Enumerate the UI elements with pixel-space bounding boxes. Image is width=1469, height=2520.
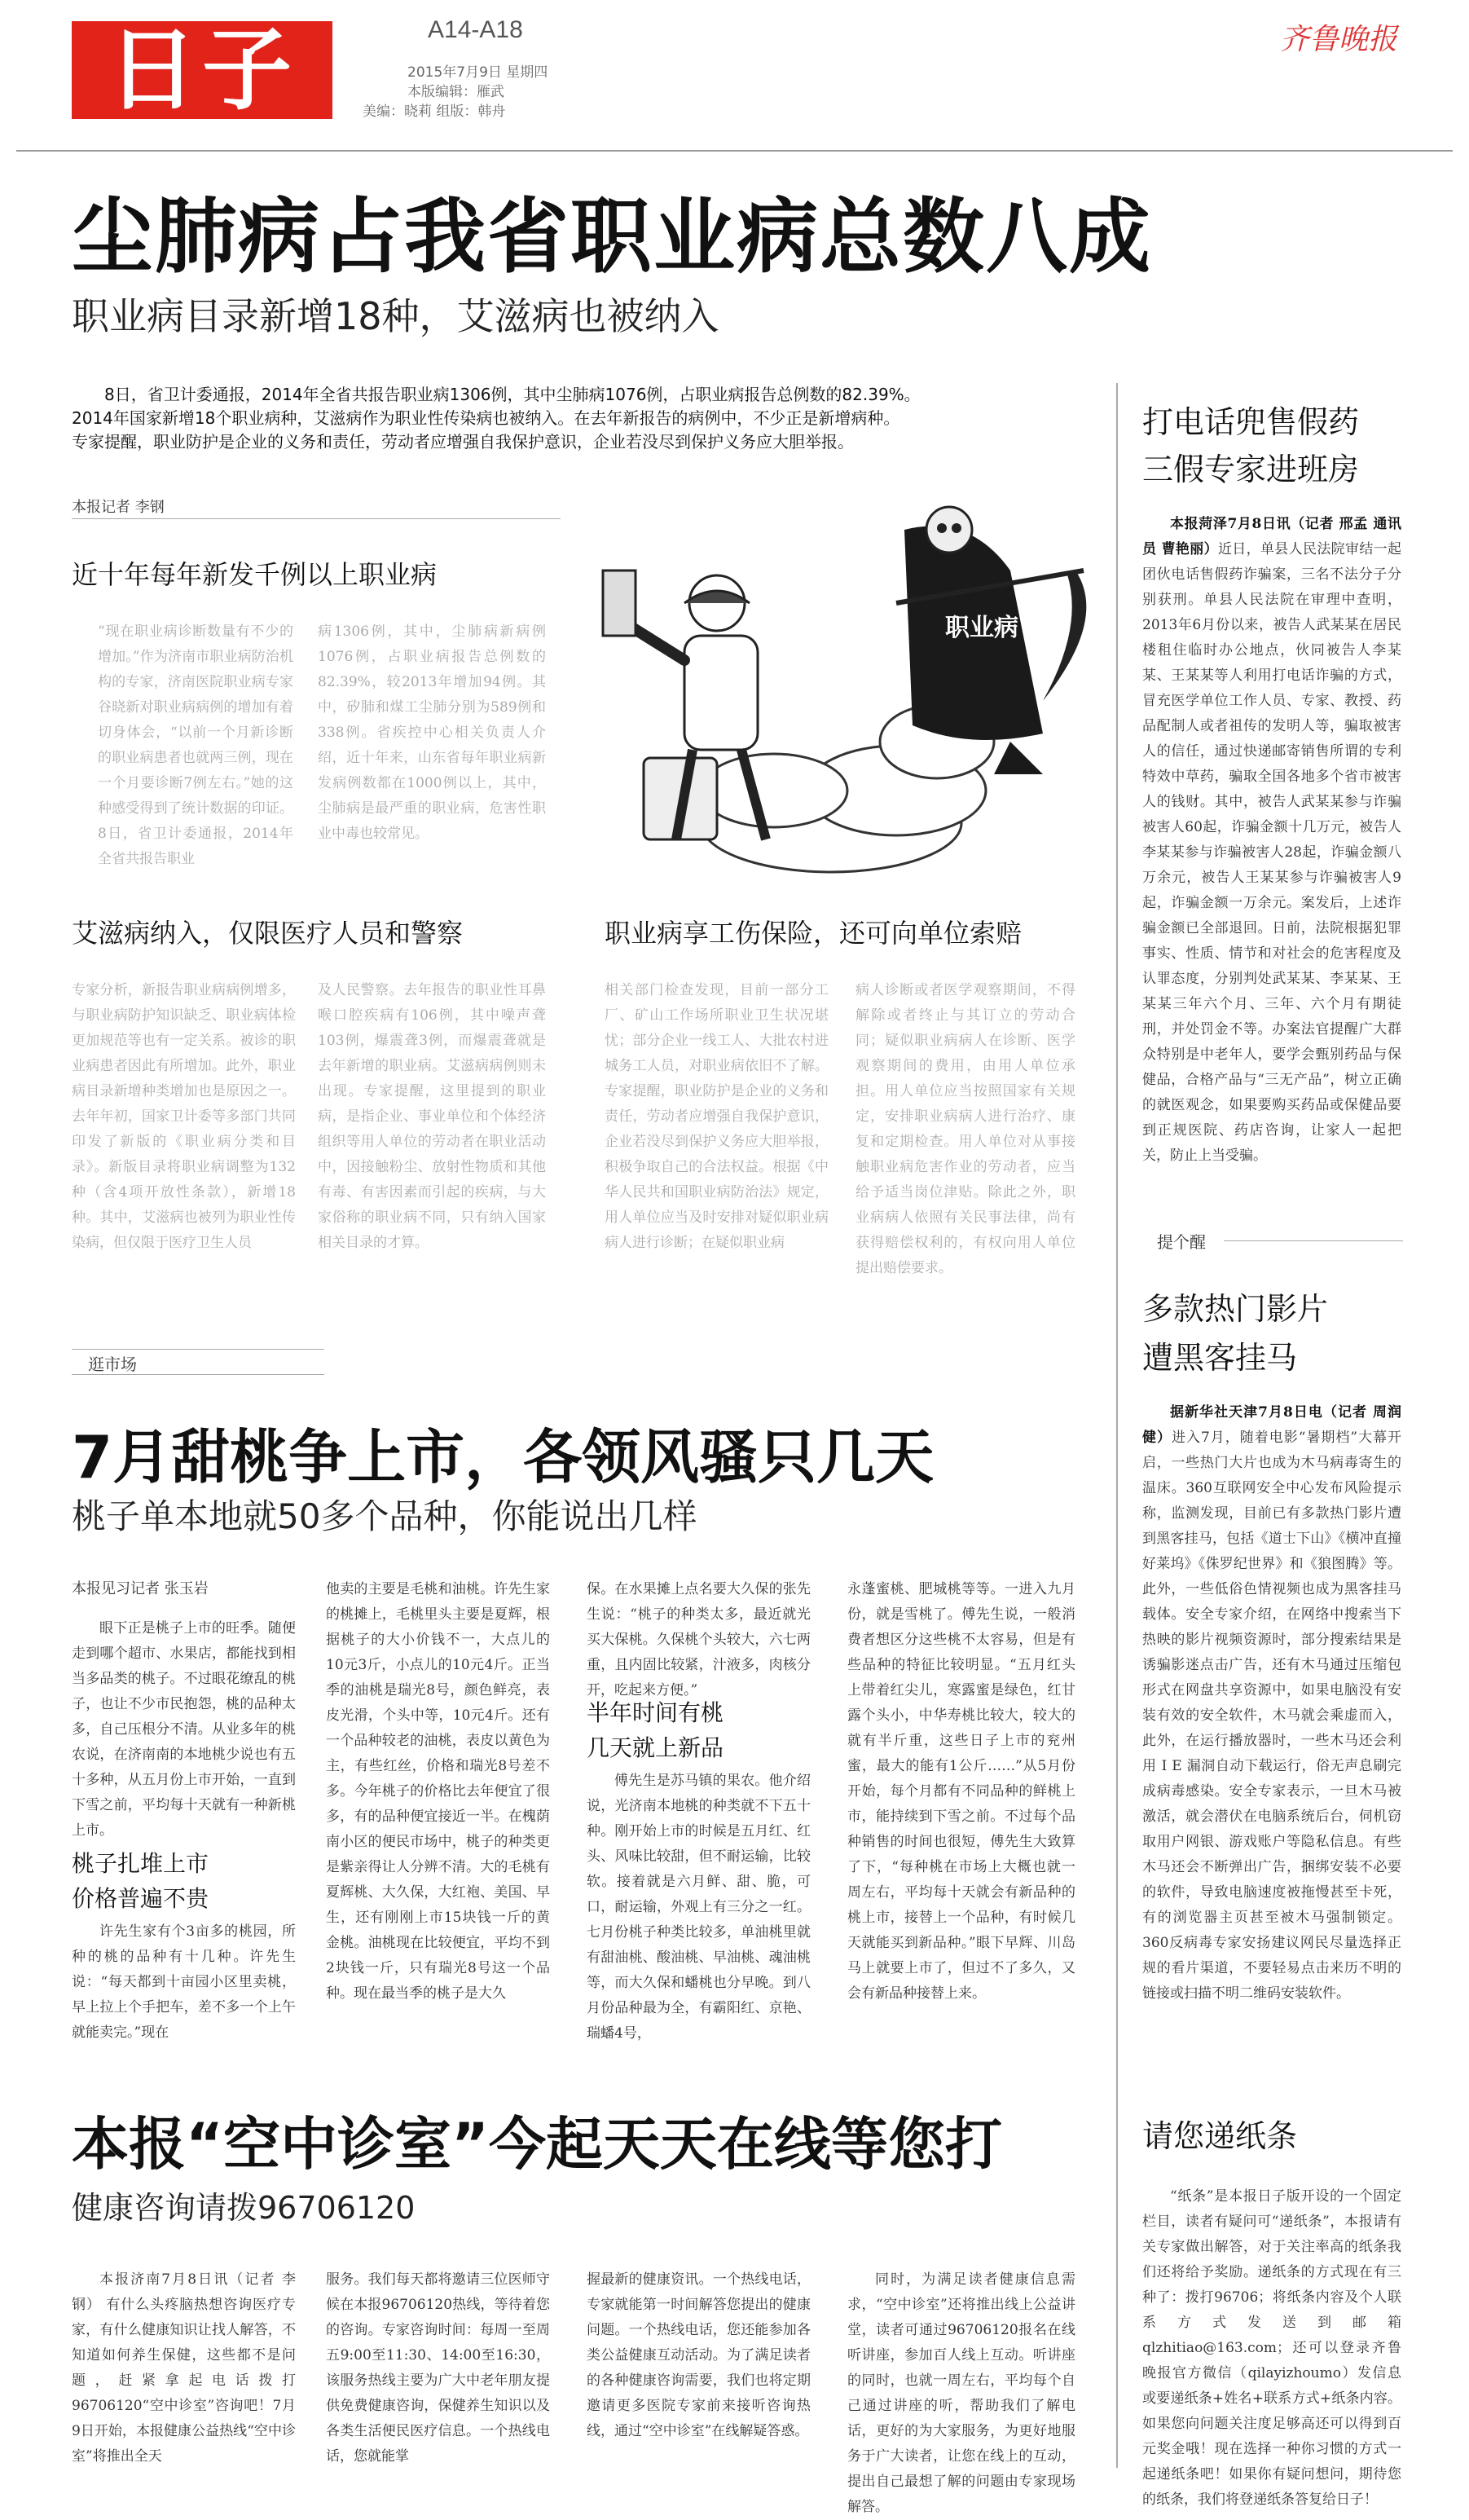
main-headline: 尘肺病占我省职业病总数八成 — [72, 189, 1152, 284]
market-tag: 逛市场 — [88, 1355, 137, 1374]
section1-col2: 病1306例，其中，尘肺病新病例1076例，占职业病报告总例数的82.39%，较2013年增加94例。其中，矽肺和煤工尘肺分别为589例和338例。省疾控中心相关负责人介绍，近十年来，山东省每年职业病新发病例数都在1000例以上，其中，尘肺病是最严重的职业病，危害性职业中毒也较常见。 — [318, 623, 546, 842]
section1-title: 近十年每年新发千例以上职业病 — [72, 559, 438, 590]
peach-headline: 7月甜桃争上市，各领风骚只几天 — [72, 1423, 935, 1491]
peach-col2: 他卖的主要是毛桃和油桃。许先生家的桃摊上，毛桃里头主要是夏辉，根据桃子的大小价钱不一，大点儿的10元3斤，小点儿的10元4斤。正当季的油桃是瑞光8号，颜色鲜亮，表皮光滑，个头中等，10元4斤。还有一个品种较老的油桃，表皮以黄色为主，有些红丝，价格和瑞光8号差不多。今年桃子的价格比去年便宜了很多，有的品种便宜接近一半。在槐荫南小区的便民市场中，桃子的种类更是紫亲得让人分辨不清。大的毛桃有夏辉桃、大久保，大红袍、美国、早生，还有刚刚上市15块钱一斤的黄金桃。油桃现在比较便宜，平均不到2块钱一斤，只有瑞光8号这一个品种。现在最当季的桃子是大久 — [326, 1581, 550, 2002]
section1-col1: “现在职业病诊断数量有不少的增加。”作为济南市职业病防治机构的专家，济南医院职业病专家谷晓新对职业病病例的增加有着切身体会，“以前一个月新诊断的职业病患者也就两三例，现在一个月要诊断7例左右。”她的这种感受得到了统计数据的印证。8日，省卫计委通报，2014年全省共报告职业 — [98, 623, 293, 867]
section2-col2: 及人民警察。去年报告的职业性耳鼻喉口腔疾病有106例，其中噪声聋103例，爆震聋3例，而爆震聋就是去年新增的职业病。艾滋病病例则未出现。专家提醒，这里提到的职业病，是指企业、事业单位和个体经济组织等用人单位的劳动者在职业活动中，因接触粉尘、放射性物质和其他有毒、有害因素而引起的疾病，与大家俗称的职业病不同，只有纳入国家相关目录的才算。 — [318, 982, 546, 1251]
fraud-text: 近日，单县人民法院审结一起团伙电话售假药诈骗案，三名不法分子分别获刑。单县人民法院在审理中查明，2013年6月份以来，被告人武某某在居民楼租住临时办公地点，伙同被告人李某某、王某某等人利用打电话诈骗的方式，冒充医学单位工作人员、专家、教授、药品配制人或者祖传的发明人等，骗取被害人的信任，通过快递邮寄销售所谓的专利特效中草药，骗取全国各地多个省市被害人的钱财。其中，被告人武某某参与诈骗被害人60起，诈骗金额十几万元，被告人李某某参与诈骗被害人28起，诈骗金额八万余元，被告人王某某参与诈骗被害人9起，诈骗金额一万余元。案发后，上述诈骗金额已全部退回。日前，法院根据犯罪事实、性质、情节和对社会的危害程度及认罪态度，分别判处武某某、李某某、王某某三年六个月、三年、六个月有期徒刑，并处罚金不等。办案法官提醒广大群众特别是中老年人，要学会甄别药品与保健品，合格产品与“三无产品”，树立正确的就医观念，如果要购买药品或保健品要到正规医院、药店咨询，让家人一起把关，防止上当受骗。 — [1142, 541, 1402, 1164]
peach-col1: 眼下正是桃子上市的旺季。随便走到哪个超市、水果店，都能找到相当多品类的桃子。不过眼花缭乱的桃子，也让不少市民抱怨，桃的品种太多，自己压根分不清。从业多年的桃农说，在济南南的本地桃少说也有五十多种，从五月份上市开始，一直到下雪之前，平均每十天就有一种新桃上市。 — [72, 1620, 296, 1839]
section-logo: 日子 — [72, 21, 332, 119]
section2-title: 艾滋病纳入，仅限医疗人员和警察 — [72, 918, 464, 949]
peach-col3: 保。在水果摊上点名要大久保的张先生说：“桃子的种类太多，最近就光买大保桃。久保桃个头较大，六七两重，且内固比较紧，汁液多，肉核分开，吃起来方便。” — [587, 1581, 811, 1698]
fraud-headline-line1: 打电话兜售假药 — [1142, 404, 1360, 440]
clinic-headline: 本报“空中诊室”今起天天在线等您打 — [72, 2111, 1003, 2178]
peach-col1-subhead-line1: 桃子扎堆上市 — [72, 1850, 209, 1877]
reminder-headline-line1: 多款热门影片 — [1142, 1291, 1329, 1327]
reminder-tag-rule — [1224, 1240, 1403, 1241]
peach-byline: 本报见习记者 张玉岩 — [72, 1580, 209, 1597]
paper-name-logo: 齐鲁晚报 — [1279, 23, 1397, 56]
clinic-col2: 服务。我们每天都将邀请三位医师守候在本报96706120热线，等待着您的咨询。专家咨询时间：每周一至周五9:00至11:30、14:00至16:30，该服务热线主要为广大中老年朋友提供免费健康咨询，保健养生知识以及各类生活便民医疗信息。一个热线电话，您就能掌 — [326, 2271, 550, 2465]
fraud-body — [1142, 512, 1401, 1229]
occupational-disease-illustration — [587, 481, 1100, 905]
main-byline: 本报记者 李钢 — [72, 499, 165, 516]
page-range: A14-A18 — [428, 16, 523, 43]
main-lead — [72, 383, 1090, 454]
main-subheadline: 职业病目录新增18种，艾滋病也被纳入 — [72, 294, 719, 338]
peach-col1b: 许先生家有个3亩多的桃园，所种的桃的品种有十几种。许先生说：“每天都到十亩园小区里卖桃，早上拉上个手把车，差不多一个上午就能卖完。”现在 — [72, 1923, 296, 2041]
designer-credit: 美编：晓莉 组版：韩舟 — [363, 104, 506, 120]
issue-date: 2015年7月9日 星期四 — [407, 64, 548, 81]
section3-col1: 相关部门检查发现，目前一部分工厂、矿山工作场所职业卫生状况堪忧；部分企业一线工人、大批农村进城务工人员，对职业病依旧不了解。专家提醒，职业防护是企业的义务和责任，劳动者应增强自我保护意识，企业若没尽到保护义务应大胆举报，积极争取自己的合法权益。根据《中华人民共和国职业病防治法》规定，用人单位应当及时安排对疑似职业病病人进行诊断；在疑似职业病 — [605, 982, 829, 1251]
editor-credit: 本版编辑：雁武 — [407, 84, 504, 100]
market-tag-rule-top — [72, 1349, 324, 1350]
market-tag-rule-bottom — [72, 1374, 324, 1375]
lead-line-1: 8日，省卫计委通报，2014年全省共报告职业病1306例，其中尘肺病1076例，占职业病报告总例数的82.39%。 — [104, 385, 921, 404]
peach-col3-subhead-line1: 半年时间有桃 — [587, 1699, 724, 1726]
reminder-tag: 提个醒 — [1157, 1232, 1206, 1252]
peach-col4: 永蓬蜜桃、肥城桃等等。一进入九月份，就是雪桃了。傅先生说，一般消费者想区分这些桃不太容易，但是有些品种的特征比较明显。“五月红头上带着红尖儿，寒露蜜是绿色，红甘露个头小，中华寿桃比较大，较大的就有半斤重，这些日子上市的兖州蜜，最大的能有1公斤……”从5月份开始，每个月都有不同品种的鲜桃上市，能持续到下雪之前。不过每个品种销售的时间也很短，傅先生大致算了下，“每种桃在市场上大概也就一周左右，平均每十天就会有新品种的桃上市，接替上一个品种，有时候几天就能买到新品种。”眼下早辉、川岛马上就要上市了，但过不了多久，又会有新品种接替上来。 — [847, 1581, 1075, 2002]
reminder-headline-line2: 遭黑客挂马 — [1142, 1340, 1298, 1376]
lead-line-3: 专家提醒，职业防护是企业的义务和责任，劳动者应增强自我保护意识，企业若没尽到保护义务应大胆举报。 — [72, 432, 854, 452]
reminder-byline: 据新华社天津7月8日电（记者 周润健） — [1142, 1404, 1401, 1446]
clinic-col4: 同时，为满足读者健康信息需求，“空中诊室”还将推出线上公益讲堂，读者可通过96706120报名在线听讲座，参加百人线上互动。听讲座的同时，也就一周左右，平均每个自己通过讲座的听，帮助我们了解电话，更好的为大家服务，为更好地服务于广大读者，让您在线上的互动，提出自己最想了解的问题由专家现场解答。 — [847, 2271, 1075, 2515]
section2-col1: 专家分析，新报告职业病病例增多，与职业病防护知识缺乏、职业病体检更加规范等也有一定关系。被诊的职业病患者因此有所增加。此外，职业病目录新增种类增加也是原因之一。去年年初，国家卫计委等多部门共同印发了新版的《职业病分类和目录》。新版目录将职业病调整为132种（含4项开放性条款），新增18种。其中，艾滋病也被列为职业性传染病，但仅限于医疗卫生人员 — [72, 982, 296, 1251]
clinic-col3: 握最新的健康资讯。一个热线电话，专家就能第一时间解答您提出的健康问题。一个热线电话，您还能参加各类公益健康互动活动。为了满足读者的各种健康咨询需要，我们也将定期邀请更多医院专家前来接听咨询热线，通过“空中诊室”在线解疑答惑。 — [587, 2271, 811, 2439]
peach-col3-subhead-line2: 几天就上新品 — [587, 1734, 724, 1761]
reminder-text: 进入7月，随着电影“暑期档”大幕开启，一些热门大片也成为木马病毒寄生的温床。360互联网安全中心发布风险提示称，监测发现，目前已有多款热门影片遭到黑客挂马，包括《道士下山》《横冲直撞好莱坞》《侏罗纪世界》和《狼图腾》等。此外，一些低俗色情视频也成为黑客挂马载体。安全专家介绍，在网络中搜索当下热映的影片视频资源时，部分搜索结果是诱骗影迷点击广告，还有木马通过压缩包形式在网盘共享资源中，如果电脑没有安装有效的安全软件，木马就会乘虚而入，此外，在运行播放器时，一些木马还会利用 I E 漏洞自动下载运行，俗无声息刷完成病毒感染。安全专家表示，一旦木马被激活，就会潜伏在电脑系统后台，伺机窃取用户网银、游戏账户等隐私信息。有些木马还会不断弹出广告，捆绑安装不必要的软件，导致电脑速度被拖慢甚至卡死，有的浏览器主页甚至被木马强制锁定。360反病毒专家安扬建议网民尽量选择正规的看片渠道，不要轻易点击来历不明的链接或扫描不明二维码安装软件。 — [1142, 1430, 1402, 2002]
column-divider-lower — [1116, 1229, 1118, 2468]
peach-col3b: 傅先生是苏马镇的果农。他介绍说，光济南本地桃的种类就不下五十种。刚开始上市的时候是五月红、红头、风味比较甜，但不耐运输，比较软。接着就是六月鲜、甜、脆，可口，耐运输，外观上有三分之一红。七月份桃子种类比较多，单油桃里就有甜油桃、酸油桃、早油桃、魂油桃等，而大久保和蟠桃也分早晚。到八月份品种最为全，有霸阳红、京艳、瑞蟠4号， — [587, 1773, 811, 2042]
notes-headline: 请您递纸条 — [1142, 2118, 1298, 2154]
fraud-headline-line2: 三假专家进班房 — [1142, 452, 1360, 487]
byline-divider — [72, 518, 561, 519]
notes-body: “纸条”是本报日子版开设的一个固定栏目，读者有疑问可“递纸条”，本报请有关专家做出解答，对于关注率高的纸条我们还将给予奖励。递纸条的方式现在有三种了：拨打96706；将纸条内容及个人联系方式发送到邮箱qlzhitiao@163.com；还可以登录齐鲁晚报官方微信（qilayizhoumo）发信息或要递纸条+姓名+联系方式+纸条内容。如果您向问题关注度足够高还可以得到百元奖金哦！现在选择一种你习惯的方式一起递纸条吧！如果你有疑问想问，期待您的纸条，我们将登递纸条答复给日子！ — [1142, 2188, 1401, 2508]
masthead-divider — [16, 150, 1453, 152]
clinic-subheadline: 健康咨询请拨96706120 — [72, 2190, 416, 2226]
section3-title: 职业病享工伤保险，还可向单位索赔 — [605, 918, 1023, 949]
peach-col1-subhead-line2: 价格普遍不贵 — [72, 1885, 209, 1912]
illustration-label: 职业病 — [945, 614, 1018, 642]
fraud-byline: 本报菏泽7月8日讯（记者 邢孟 通讯员 曹艳丽） — [1142, 516, 1401, 557]
section3-col2: 病人诊断或者医学观察期间，不得解除或者终止与其订立的劳动合同；疑似职业病病人在诊断、医学观察期间的费用，由用人单位承担。用人单位应当按照国家有关规定，安排职业病病人进行治疗、康复和定期检查。用人单位对从事接触职业病危害作业的劳动者，应当给予适当岗位津贴。除此之外，职业病病人依照有关民事法律，尚有获得赔偿权利的，有权向用人单位提出赔偿要求。 — [855, 982, 1075, 1276]
lead-line-2: 2014年国家新增18个职业病种，艾滋病作为职业性传染病也被纳入。在去年新报告的病例中，不少正是新增病种。 — [72, 408, 900, 428]
clinic-col1: 本报济南7月8日讯（记者 李钢） 有什么头疼脑热想咨询医疗专家，有什么健康知识让找人解答，不知道如何养生保健，这些都不是问题，赶紧拿起电话拨打96706120“空中诊室”咨询吧！7月9日开始，本报健康公益热线“空中诊室”将推出全天 — [72, 2271, 296, 2465]
peach-subheadline: 桃子单本地就50多个品种，你能说出几样 — [72, 1496, 697, 1536]
column-divider — [1116, 383, 1118, 1345]
reminder-body — [1142, 1400, 1401, 2052]
